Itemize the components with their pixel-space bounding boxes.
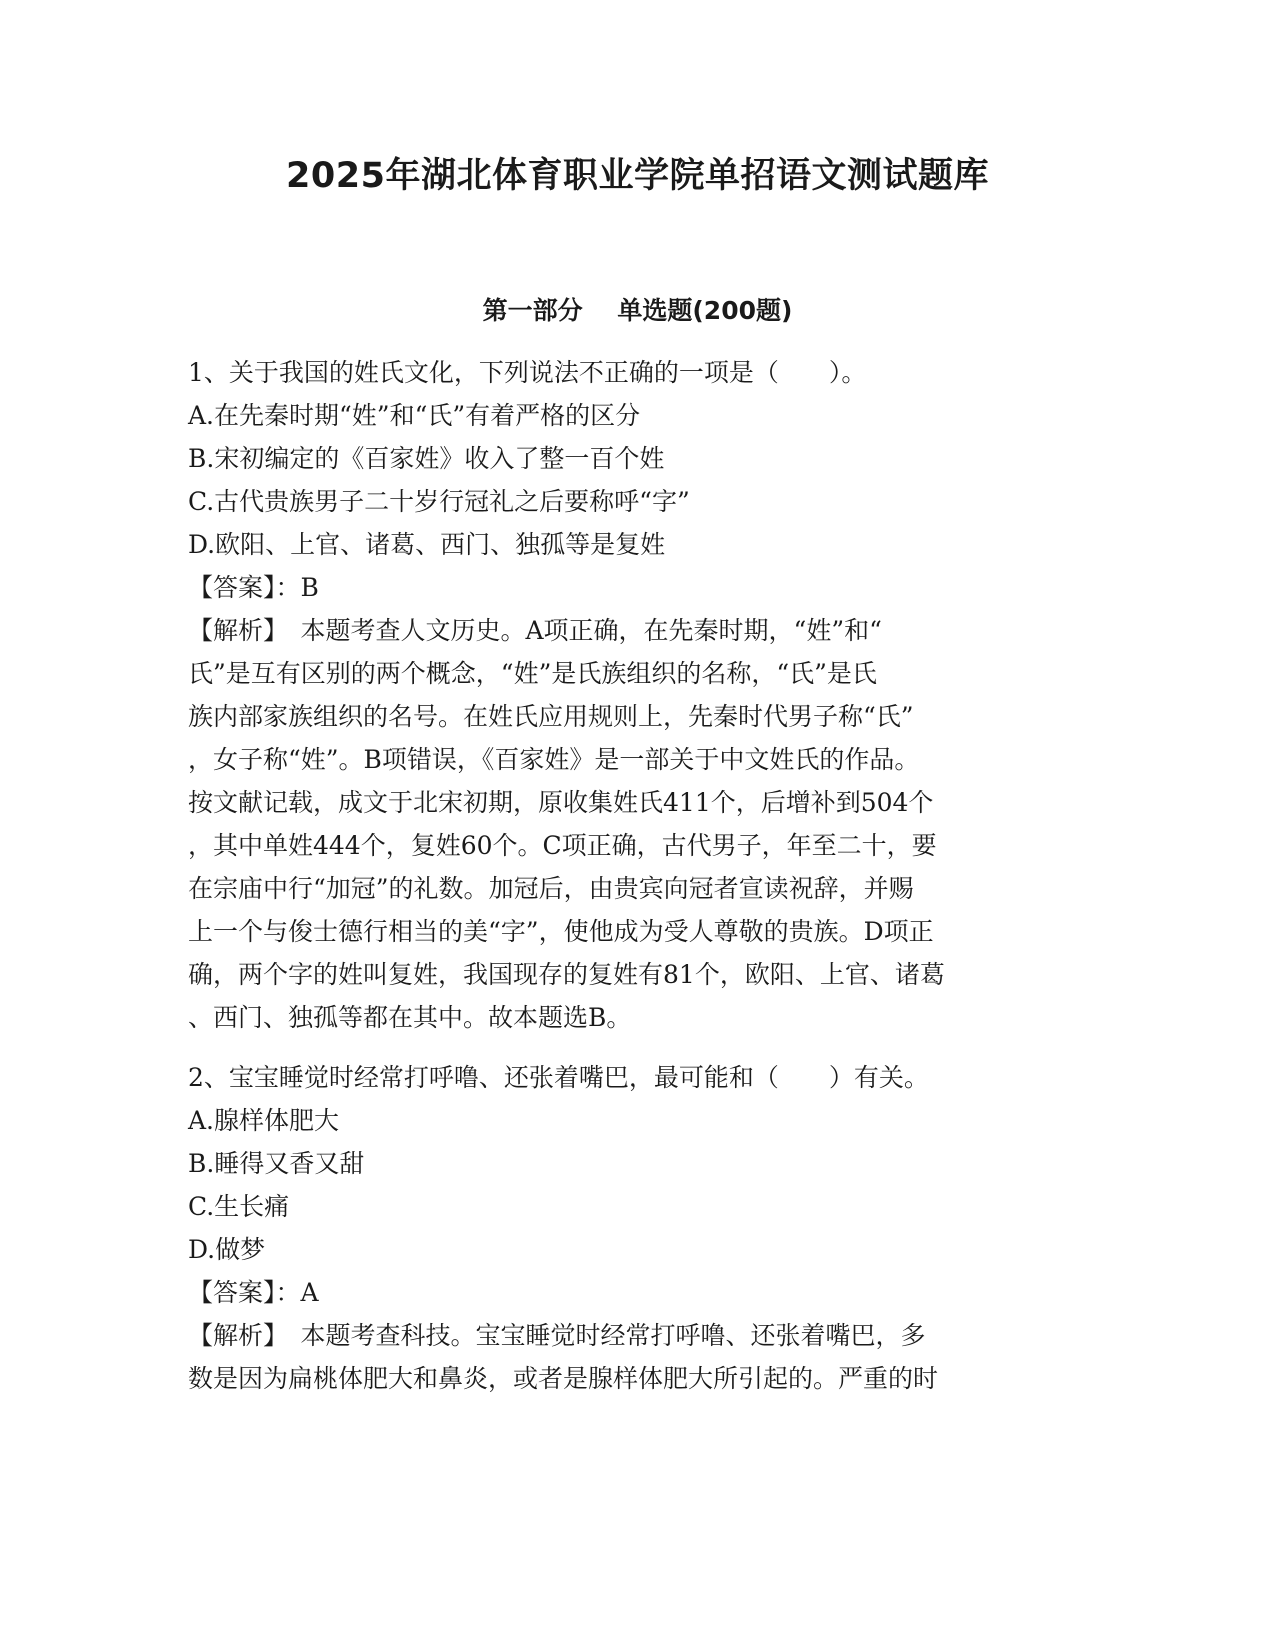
question-1 (188, 351, 1088, 1039)
option-c: C.生长痛 (188, 1192, 290, 1221)
analysis-line: 氏”是互有区别的两个概念，“姓”是氏族组织的名称，“氏”是氏 (188, 659, 877, 688)
question-spacer (188, 1039, 1088, 1056)
section-title: 第一部分 单选题(200题) (482, 296, 793, 325)
analysis-line: 【解析】 本题考查科技。宝宝睡觉时经常打呼噜、还张着嘴巴，多 (188, 1321, 926, 1350)
option-a: A.腺样体肥大 (188, 1106, 340, 1135)
analysis-line: 确，两个字的姓叫复姓，我国现存的复姓有81个，欧阳、上官、诸葛 (188, 960, 945, 989)
analysis-block (188, 609, 1088, 1039)
analysis-line: 在宗庙中行“加冠”的礼数。加冠后，由贵宾向冠者宣读祝辞，并赐 (188, 874, 914, 903)
option-b: B.睡得又香又甜 (188, 1149, 365, 1178)
analysis-line: ，女子称“姓”。B项错误，《百家姓》是一部关于中文姓氏的作品。 (188, 745, 920, 774)
analysis-line: 族内部家族组织的名号。在姓氏应用规则上，先秦时代男子称“氏” (188, 702, 914, 731)
analysis-line: 数是因为扁桃体肥大和鼻炎，或者是腺样体肥大所引起的。严重的时 (188, 1364, 939, 1393)
document-title: 2025年湖北体育职业学院单招语文测试题库 (286, 156, 989, 196)
option-d: D.欧阳、上官、诸葛、西门、独孤等是复姓 (188, 530, 666, 559)
analysis-line: 、西门、独孤等都在其中。故本题选B。 (188, 1003, 632, 1032)
question-list (188, 351, 1088, 1400)
question-stem: 2、宝宝睡觉时经常打呼噜、还张着嘴巴，最可能和（ ）有关。 (188, 1063, 929, 1092)
analysis-line: 上一个与俊士德行相当的美“字”，使他成为受人尊敬的贵族。D项正 (188, 917, 934, 946)
analysis-line: ，其中单姓444个，复姓60个。C项正确，古代男子，年至二十，要 (188, 831, 937, 860)
option-b: B.宋初编定的《百家姓》收入了整一百个姓 (188, 444, 665, 473)
option-d: D.做梦 (188, 1235, 266, 1264)
analysis-block (188, 1314, 1088, 1400)
question-stem: 1、关于我国的姓氏文化，下列说法不正确的一项是（ ）。 (188, 358, 867, 387)
answer-line: 【答案】：B (188, 573, 319, 602)
option-c: C.古代贵族男子二十岁行冠礼之后要称呼“字” (188, 487, 690, 516)
option-a: A.在先秦时期“姓”和“氏”有着严格的区分 (188, 401, 641, 430)
analysis-line: 按文献记载，成文于北宋初期，原收集姓氏411个，后增补到504个 (188, 788, 934, 817)
answer-line: 【答案】：A (188, 1278, 319, 1307)
question-2 (188, 1056, 1088, 1400)
analysis-line: 【解析】 本题考查人文历史。A项正确，在先秦时期，“姓”和“ (188, 616, 882, 645)
